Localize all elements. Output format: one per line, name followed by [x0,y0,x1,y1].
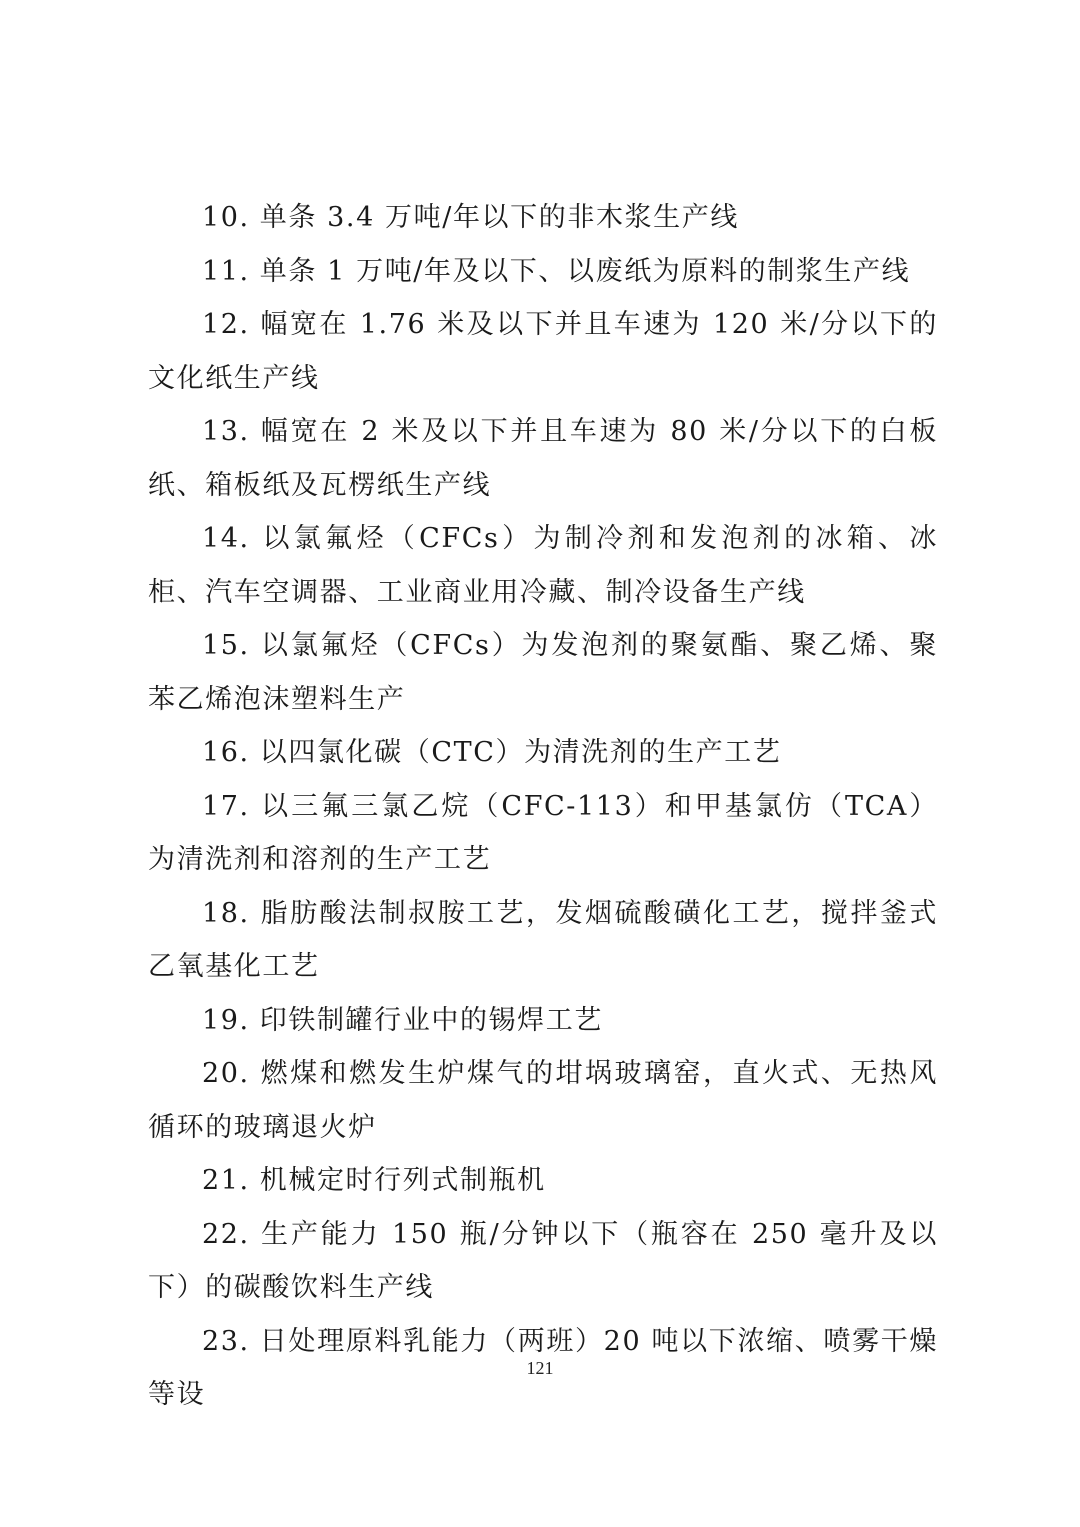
list-item [148,245,938,299]
item-number: 10. [202,202,250,233]
item-number: 13. [202,416,250,447]
item-text: 以氯氟烃（CFCs）为制冷剂和发泡剂的冰箱、冰柜、汽车空调器、工业商业用冷藏、制冷设备生产线 [148,523,938,608]
item-number: 22. [202,1218,250,1250]
item-text: 生产能力 150 瓶/分钟以下（瓶容在 250 毫升及以下）的碳酸饮料生产线 [148,1218,938,1303]
item-number: 21. [202,1165,250,1196]
item-number: 12. [202,309,250,340]
page-number: 121 [526,1358,554,1378]
list-item [148,726,938,780]
list-item [148,1208,938,1315]
list-item [148,994,938,1048]
item-text: 以四氯化碳（CTC）为清洗剂的生产工艺 [259,737,782,768]
item-number: 14. [202,523,250,554]
item-text: 日处理原料乳能力（两班）20 吨以下浓缩、喷雾干燥等设 [148,1325,938,1410]
list-item [148,1047,938,1154]
item-text: 印铁制罐行业中的锡焊工艺 [259,1004,603,1036]
item-number: 20. [202,1058,250,1089]
item-text: 脂肪酸法制叔胺工艺，发烟硫酸磺化工艺，搅拌釜式乙氧基化工艺 [148,897,938,982]
item-text: 幅宽在 2 米及以下并且车速为 80 米/分以下的白板纸、箱板纸及瓦楞纸生产线 [148,416,938,501]
list-item [148,619,938,726]
item-number: 16. [202,737,250,768]
item-list [148,191,938,1422]
item-text: 燃煤和燃发生炉煤气的坩埚玻璃窑，直火式、无热风循环的玻璃退火炉 [148,1058,938,1143]
item-text: 以三氟三氯乙烷（CFC-113）和甲基氯仿（TCA）为清洗剂和溶剂的生产工艺 [148,790,938,875]
item-text: 幅宽在 1.76 米及以下并且车速为 120 米/分以下的文化纸生产线 [148,309,938,394]
list-item [148,887,938,994]
item-text: 以氯氟烃（CFCs）为发泡剂的聚氨酯、聚乙烯、聚苯乙烯泡沫塑料生产 [148,630,938,715]
item-number: 19. [202,1004,250,1036]
list-item [148,405,938,512]
list-item [148,191,938,245]
list-item [148,1154,938,1208]
item-number: 17. [202,790,250,822]
item-text: 单条 3.4 万吨/年以下的非木浆生产线 [259,202,739,233]
list-item [148,512,938,619]
list-item [148,780,938,887]
list-item [148,298,938,405]
item-number: 11. [202,255,250,287]
item-number: 15. [202,630,250,661]
item-text: 机械定时行列式制瓶机 [259,1165,546,1196]
item-number: 18. [202,897,250,929]
item-number: 23. [202,1325,250,1357]
item-text: 单条 1 万吨/年及以下、以废纸为原料的制浆生产线 [259,255,911,287]
